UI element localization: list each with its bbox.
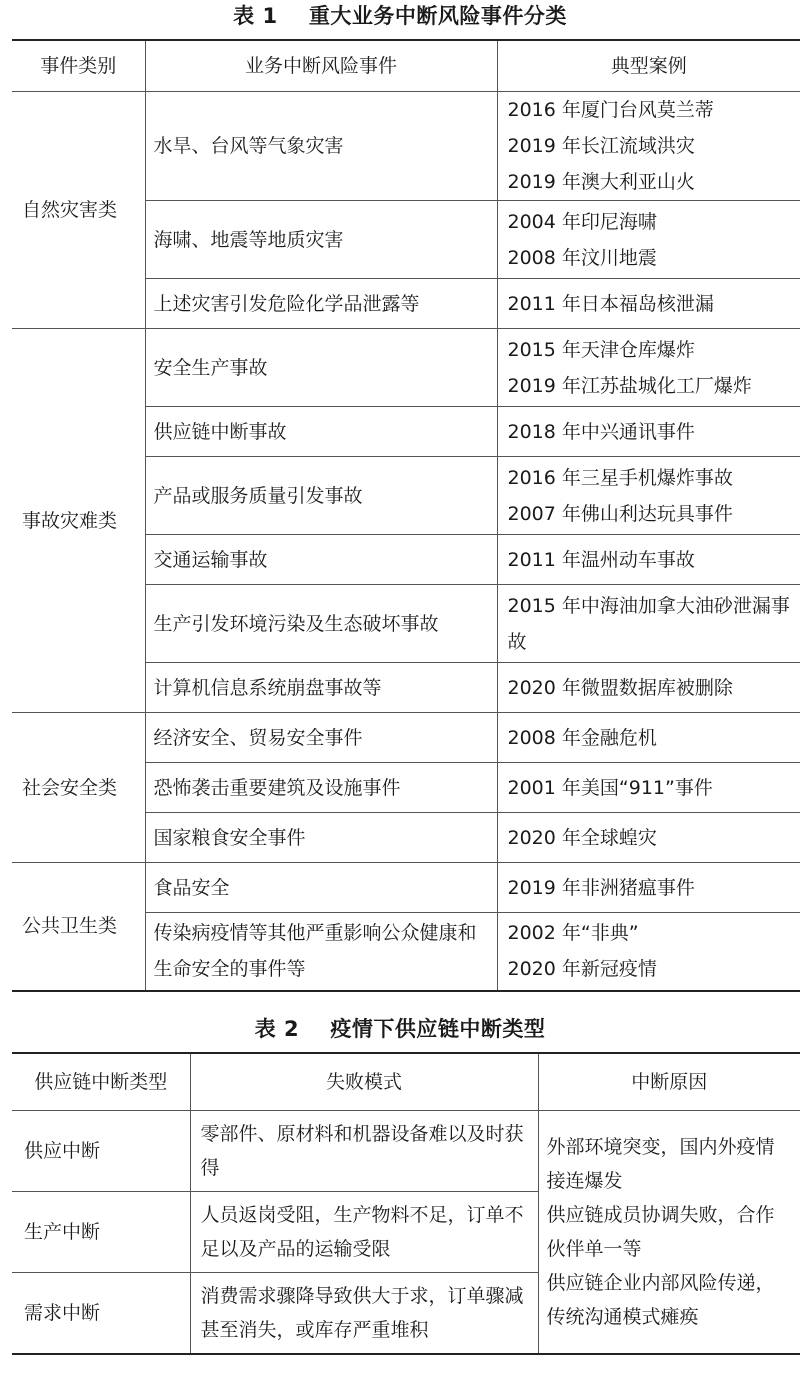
case-item: 2015 年天津仓库爆炸 (507, 338, 695, 361)
event-cell: 上述灾害引发危险化学品泄露等 (145, 279, 497, 329)
case-cell (497, 201, 800, 279)
supply-chain-interruption-table (12, 1052, 800, 1355)
column-header-event: 业务中断风险事件 (145, 40, 497, 92)
reason-cell (538, 1111, 800, 1355)
table-row (12, 92, 800, 201)
case-item: 2008 年汶川地震 (507, 246, 657, 269)
case-cell: 2019 年非洲猪瘟事件 (497, 863, 800, 913)
table-header-row (12, 40, 800, 92)
case-cell (497, 913, 800, 991)
event-cell: 国家粮食安全事件 (145, 813, 497, 863)
case-cell: 2001 年美国“911”事件 (497, 763, 800, 813)
case-cell: 2018 年中兴通讯事件 (497, 407, 800, 457)
mode-cell: 人员返岗受阻，生产物料不足，订单不足以及产品的运输受限 (190, 1192, 538, 1273)
case-cell: 2020 年全球蝗灾 (497, 813, 800, 863)
category-cell: 社会安全类 (12, 713, 145, 863)
event-cell: 海啸、地震等地质灾害 (145, 201, 497, 279)
column-header-mode: 失败模式 (190, 1053, 538, 1111)
case-item: 2019 年江苏盐城化工厂爆炸 (507, 374, 752, 397)
column-header-cases: 典型案例 (497, 40, 800, 92)
type-cell: 供应中断 (12, 1111, 190, 1192)
case-cell (497, 92, 800, 201)
column-header-reason: 中断原因 (538, 1053, 800, 1111)
table2-caption: 表 2 疫情下供应链中断类型 (254, 1017, 546, 1041)
table-row (12, 713, 800, 763)
case-item: 2016 年厦门台风莫兰蒂 (507, 99, 714, 121)
reason-item: 供应链成员协调失败，合作伙伴单一等 (546, 1204, 775, 1260)
category-cell: 自然灾害类 (12, 92, 145, 329)
risk-event-table (12, 39, 800, 992)
type-cell: 需求中断 (12, 1273, 190, 1355)
type-cell: 生产中断 (12, 1192, 190, 1273)
event-cell: 水旱、台风等气象灾害 (145, 92, 497, 201)
table-row (12, 1111, 800, 1192)
event-cell: 计算机信息系统崩盘事故等 (145, 663, 497, 713)
reason-item: 供应链企业内部风险传递，传统沟通模式瘫痪 (546, 1272, 775, 1328)
table-row (12, 863, 800, 913)
table-header-row (12, 1053, 800, 1111)
case-cell (497, 329, 800, 407)
event-cell: 安全生产事故 (145, 329, 497, 407)
case-item: 2019 年长江流域洪灾 (507, 135, 695, 157)
case-cell: 2015 年中海油加拿大油砂泄漏事故 (497, 585, 800, 663)
event-cell: 恐怖袭击重要建筑及设施事件 (145, 763, 497, 813)
event-cell: 生产引发环境污染及生态破坏事故 (145, 585, 497, 663)
table1-caption: 表 1 重大业务中断风险事件分类 (233, 4, 567, 28)
event-cell: 食品安全 (145, 863, 497, 913)
case-item: 2019 年澳大利亚山火 (507, 171, 695, 193)
event-cell: 产品或服务质量引发事故 (145, 457, 497, 535)
case-item: 2020 年新冠疫情 (507, 958, 657, 981)
table-row (12, 329, 800, 407)
reason-item: 外部环境突变，国内外疫情接连爆发 (546, 1136, 775, 1192)
event-cell: 传染病疫情等其他严重影响公众健康和生命安全的事件等 (145, 913, 497, 991)
case-cell: 2008 年金融危机 (497, 713, 800, 763)
case-item: 2002 年“非典” (507, 922, 639, 945)
mode-cell: 零部件、原材料和机器设备难以及时获得 (190, 1111, 538, 1192)
event-cell: 供应链中断事故 (145, 407, 497, 457)
column-header-category: 事件类别 (12, 40, 145, 92)
case-cell: 2020 年微盟数据库被删除 (497, 663, 800, 713)
event-cell: 经济安全、贸易安全事件 (145, 713, 497, 763)
category-cell: 事故灾难类 (12, 329, 145, 713)
mode-cell: 消费需求骤降导致供大于求，订单骤减甚至消失，或库存严重堆积 (190, 1273, 538, 1355)
case-item: 2016 年三星手机爆炸事故 (507, 466, 733, 489)
case-cell: 2011 年日本福岛核泄漏 (497, 279, 800, 329)
case-item: 2004 年印尼海啸 (507, 210, 657, 233)
case-item: 2007 年佛山利达玩具事件 (507, 502, 733, 525)
event-cell: 交通运输事故 (145, 535, 497, 585)
case-cell: 2011 年温州动车事故 (497, 535, 800, 585)
category-cell: 公共卫生类 (12, 863, 145, 991)
column-header-type: 供应链中断类型 (12, 1053, 190, 1111)
case-cell (497, 457, 800, 535)
